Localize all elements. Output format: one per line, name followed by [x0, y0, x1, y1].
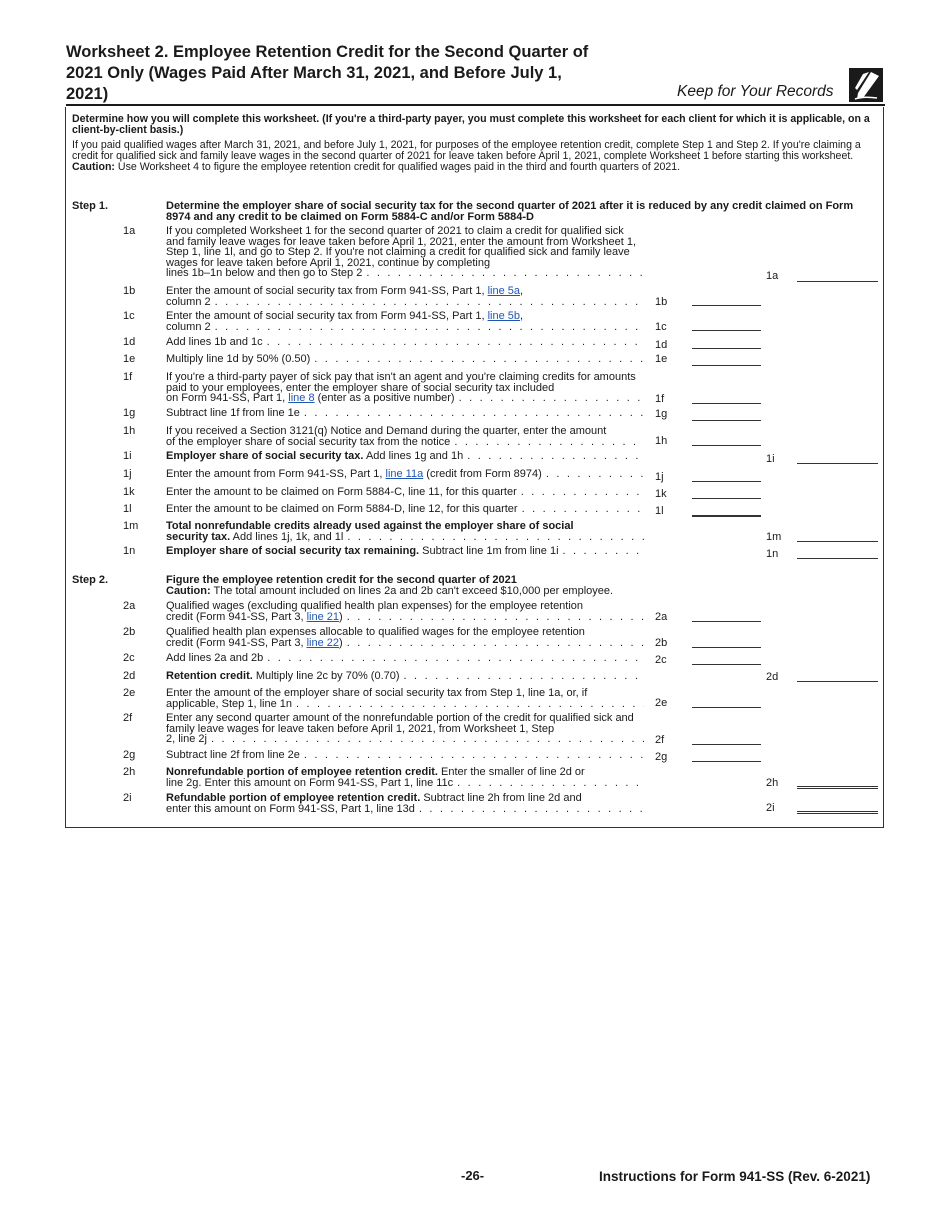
line-label-1a: 1a — [766, 270, 779, 282]
line-id-1g: 1g — [123, 407, 136, 419]
intro-text-1: If you paid qualified wages after March 31, 2021, and before July 1, 2021, for purposes of the employee retention credit, complete Step 1 and Step 2. If you're claiming a credit for qualified sick and family leave wages in the second quarter of 2021 for leave taken before April 1, 2021, complete Worksheet 1 before starting this worksheet. — [72, 139, 861, 162]
line-label-1m: 1m — [766, 531, 782, 543]
line-desc-2i — [166, 793, 644, 814]
line-desc-2b — [166, 627, 644, 648]
line-id-1b: 1b — [123, 285, 136, 297]
line-desc-2d — [166, 671, 644, 682]
entry-line-1j[interactable] — [692, 481, 761, 482]
line-1m-bold-2: security tax. — [166, 530, 231, 543]
line-id-2b: 2b — [123, 626, 136, 638]
line-2a-lead-1: credit (Form 941-SS, Part 3, — [166, 610, 304, 623]
line-id-2d: 2d — [123, 670, 136, 682]
line-1f-lead-1: on Form 941-SS, Part 1, — [166, 392, 286, 405]
line-2h-lead: line 2g. Enter this amount on Form 941-SS, Part 1, line 11c — [166, 776, 454, 789]
line-2b-lead-2: ) — [339, 636, 343, 649]
line-label-1k: 1k — [655, 488, 667, 500]
line-2a-text: Qualified wages (excluding qualified health plan expenses) for the employee retention — [166, 600, 584, 612]
line-id-1n: 1n — [123, 545, 136, 557]
line-desc-1m — [166, 521, 644, 542]
line-label-1f: 1f — [655, 393, 665, 405]
line-label-2g: 2g — [655, 751, 668, 763]
line-desc-1i — [166, 451, 644, 462]
link-line-22[interactable]: line 22 — [306, 636, 340, 649]
intro-paragraph — [72, 140, 880, 173]
line-1f-lead-2: (enter as a positive number) — [317, 392, 455, 405]
line-id-2g: 2g — [123, 749, 136, 761]
line-1h-text: If you received a Section 3121(q) Notice and Demand during the quarter, enter the amount — [166, 425, 607, 437]
line-2d-lead: Multiply line 2c by 70% (0.70) — [255, 670, 400, 682]
line-1d-lead: Add lines 1b and 1c — [166, 336, 263, 348]
line-2c-lead: Add lines 2a and 2b — [166, 652, 264, 664]
line-desc-1e — [166, 354, 644, 365]
line-desc-1f — [166, 372, 644, 404]
line-2e-lead: applicable, Step 1, line 1n — [166, 697, 292, 710]
entry-line-2b[interactable] — [692, 647, 761, 648]
line-label-1b: 1b — [655, 296, 668, 308]
line-desc-2g — [166, 750, 644, 761]
line-2a-lead-2: ) — [339, 610, 343, 623]
line-label-2e: 2e — [655, 697, 668, 709]
line-label-2h: 2h — [766, 777, 779, 789]
header-rule — [66, 104, 885, 106]
line-id-1c: 1c — [123, 310, 135, 322]
line-id-1m: 1m — [123, 520, 139, 532]
pen-icon — [849, 68, 883, 102]
line-1c-text-2: , — [520, 310, 524, 322]
line-label-2i: 2i — [766, 802, 775, 814]
line-1n-lead: Subtract line 1m from line 1i — [422, 545, 559, 557]
line-2h-text: Enter the smaller of line 2d or — [441, 766, 585, 778]
line-id-2a: 2a — [123, 600, 136, 612]
line-desc-1c — [166, 311, 644, 332]
line-desc-2f — [166, 713, 644, 745]
line-1f-text: If you're a third-party payer of sick pay that isn't an agent and you're claiming credits for amounts paid to your employees, enter the employer share of social security tax included — [166, 371, 636, 394]
entry-line-1f[interactable] — [692, 403, 761, 404]
entry-line-1g[interactable] — [692, 420, 761, 421]
line-1k-lead: Enter the amount to be claimed on Form 5884-C, line 11, for this quarter — [166, 486, 517, 498]
line-2f-text: Enter any second quarter amount of the nonrefundable portion of the credit for qualified sick and family leave wages for leave taken before April 1, 2021, from Worksheet 1, Step — [166, 712, 634, 735]
line-id-2e: 2e — [123, 687, 136, 699]
line-2b-lead-1: credit (Form 941-SS, Part 3, — [166, 636, 304, 649]
entry-line-1m[interactable] — [797, 541, 878, 542]
entry-line-1k[interactable] — [692, 498, 761, 499]
entry-line-1i[interactable] — [797, 463, 878, 464]
line-desc-2c — [166, 653, 644, 664]
line-id-1l: 1l — [123, 503, 132, 515]
entry-line-2e[interactable] — [692, 707, 761, 708]
line-2f-lead: 2, line 2j — [166, 733, 207, 746]
line-id-1k: 1k — [123, 486, 135, 498]
entry-line-2d[interactable] — [797, 681, 878, 682]
line-1a-text: If you completed Worksheet 1 for the second quarter of 2021 to claim a credit for qualified sick and family leave wages for leave taken before April 1, 2021, enter the amount from Worksheet 1, Step 1, line 1l, and go to Step 2. If you're not claiming a credit for qualified sick and family leave wages for leave taken before April 1, 2021, continue by completing — [166, 225, 637, 269]
step-2-caution-text: The total amount included on lines 2a and 2b can't exceed $10,000 per employee. — [213, 585, 614, 597]
line-desc-1h — [166, 426, 644, 447]
line-1i-lead: Add lines 1g and 1h — [365, 450, 464, 462]
line-1i-bold: Employer share of social security tax. — [166, 450, 364, 462]
line-label-1j: 1j — [655, 471, 664, 483]
line-desc-2a — [166, 601, 644, 622]
line-desc-1d — [166, 337, 644, 348]
form-footer: Instructions for Form 941-SS (Rev. 6-2021) — [599, 1169, 871, 1184]
line-2d-bold: Retention credit. — [166, 670, 253, 682]
line-label-2d: 2d — [766, 671, 779, 683]
entry-line-2h[interactable] — [797, 786, 878, 789]
line-desc-2e — [166, 688, 644, 709]
line-label-1i: 1i — [766, 453, 775, 465]
line-id-2h: 2h — [123, 766, 136, 778]
line-desc-1g — [166, 408, 644, 419]
line-label-1d: 1d — [655, 339, 668, 351]
line-desc-1j — [166, 469, 644, 480]
line-1m-lead: Add lines 1j, 1k, and 1l — [232, 530, 344, 543]
line-desc-1l — [166, 504, 644, 515]
line-id-1i: 1i — [123, 450, 132, 462]
line-1n-bold: Employer share of social security tax remaining. — [166, 545, 420, 557]
line-1b-lead: column 2 — [166, 295, 211, 308]
line-id-1h: 1h — [123, 425, 136, 437]
entry-line-1a[interactable] — [797, 281, 878, 282]
line-1c-lead: column 2 — [166, 320, 211, 333]
entry-line-2f[interactable] — [692, 744, 761, 745]
line-label-1e: 1e — [655, 353, 668, 365]
link-line-5b[interactable]: line 5b — [487, 310, 521, 322]
line-1b-text: Enter the amount of social security tax from Form 941-SS, Part 1, — [166, 285, 485, 297]
line-id-2i: 2i — [123, 792, 132, 804]
link-line-8[interactable]: line 8 — [288, 392, 315, 405]
line-2i-bold: Refundable portion of employee retention credit. — [166, 792, 421, 804]
line-2e-text: Enter the amount of the employer share of social security tax from Step 1, line 1a, or, if — [166, 687, 588, 699]
entry-line-1n[interactable] — [797, 558, 878, 559]
line-id-1j: 1j — [123, 468, 132, 480]
line-2h-bold: Nonrefundable portion of employee retention credit. — [166, 766, 438, 778]
worksheet-title: Worksheet 2. Employee Retention Credit for the Second Quarter of 2021 Only (Wages Paid After March 31, 2021, and Before July 1, 2021) — [66, 43, 589, 103]
line-1g-lead: Subtract line 1f from line 1e — [166, 407, 300, 419]
step-2-caution — [166, 586, 726, 597]
entry-line-1l[interactable] — [692, 515, 761, 517]
line-id-2f: 2f — [123, 712, 133, 724]
entry-line-2a[interactable] — [692, 621, 761, 622]
line-label-2b: 2b — [655, 637, 668, 649]
line-label-2a: 2a — [655, 611, 668, 623]
keep-for-records: Keep for Your Records — [677, 83, 834, 100]
line-1b-text-2: , — [520, 285, 524, 297]
link-line-21[interactable]: line 21 — [306, 610, 340, 623]
entry-line-1e[interactable] — [692, 365, 761, 366]
line-label-1l: 1l — [655, 505, 664, 517]
line-desc-1n — [166, 546, 644, 557]
step-2-label: Step 2. — [72, 574, 109, 586]
entry-line-1h[interactable] — [692, 445, 761, 446]
line-label-1c: 1c — [655, 321, 667, 333]
line-2b-text: Qualified health plan expenses allocable to qualified wages for the employee retention — [166, 626, 585, 638]
line-label-1n: 1n — [766, 548, 779, 560]
step-2-heading: Figure the employee retention credit for the second quarter of 2021 — [166, 574, 517, 586]
step-1-label: Step 1. — [72, 200, 109, 212]
line-label-2c: 2c — [655, 654, 667, 666]
intro-caution-label: Caution: — [72, 161, 115, 173]
line-1e-lead: Multiply line 1d by 50% (0.50) — [166, 353, 311, 365]
entry-line-1b[interactable] — [692, 305, 761, 306]
line-2i-text: Subtract line 2h from line 2d and — [423, 792, 582, 804]
line-1a-lead: lines 1b–1n below and then go to Step 2 — [166, 267, 363, 280]
line-1j-lead-1: Enter the amount from Form 941-SS, Part 1, — [166, 468, 383, 480]
line-1l-lead: Enter the amount to be claimed on Form 5884-D, line 12, for this quarter — [166, 503, 518, 515]
line-1j-lead-2: (credit from Form 8974) — [426, 468, 542, 480]
line-desc-2h — [166, 767, 644, 788]
entry-line-1d[interactable] — [692, 348, 761, 349]
line-label-2f: 2f — [655, 734, 665, 746]
line-desc-1b — [166, 286, 644, 307]
line-1c-text: Enter the amount of social security tax from Form 941-SS, Part 1, — [166, 310, 485, 322]
line-1h-lead: of the employer share of social security tax from the notice — [166, 435, 451, 448]
line-1m-bold-1: Total nonrefundable credits already used against the employer share of social — [166, 520, 574, 532]
entry-line-1c[interactable] — [692, 330, 761, 331]
line-2g-lead: Subtract line 2f from line 2e — [166, 749, 300, 761]
line-2i-lead: enter this amount on Form 941-SS, Part 1, line 13d — [166, 802, 415, 815]
step-2-caution-label: Caution: — [166, 585, 211, 597]
entry-line-2c[interactable] — [692, 664, 761, 665]
line-desc-1a — [166, 226, 644, 279]
line-id-1a: 1a — [123, 225, 136, 237]
line-id-1e: 1e — [123, 353, 136, 365]
intro-text-2: Use Worksheet 4 to figure the employee retention credit for qualified wages paid in the third and fourth quarters of 2021. — [117, 161, 681, 173]
page-number: -26- — [461, 1168, 485, 1183]
link-line-11a[interactable]: line 11a — [385, 468, 424, 480]
line-id-1f: 1f — [123, 371, 133, 383]
line-id-1d: 1d — [123, 336, 136, 348]
line-label-1g: 1g — [655, 408, 668, 420]
step-1-heading: Determine the employer share of social security tax for the second quarter of 2021 after it is reduced by any credit claimed on Form 8974 and any credit to be claimed on Form 5884-C and/or Form 5884-D — [166, 200, 854, 223]
entry-line-2i[interactable] — [797, 811, 878, 814]
line-desc-1k — [166, 487, 644, 498]
line-label-1h: 1h — [655, 435, 668, 447]
link-line-5a[interactable]: line 5a — [487, 285, 521, 297]
intro-instructions: Determine how you will complete this worksheet. (If you're a third-party payer, you must complete this worksheet for each client for which it is applicable, on a client-by-client basis.) — [72, 113, 870, 136]
line-id-2c: 2c — [123, 652, 135, 664]
entry-line-2g[interactable] — [692, 761, 761, 762]
